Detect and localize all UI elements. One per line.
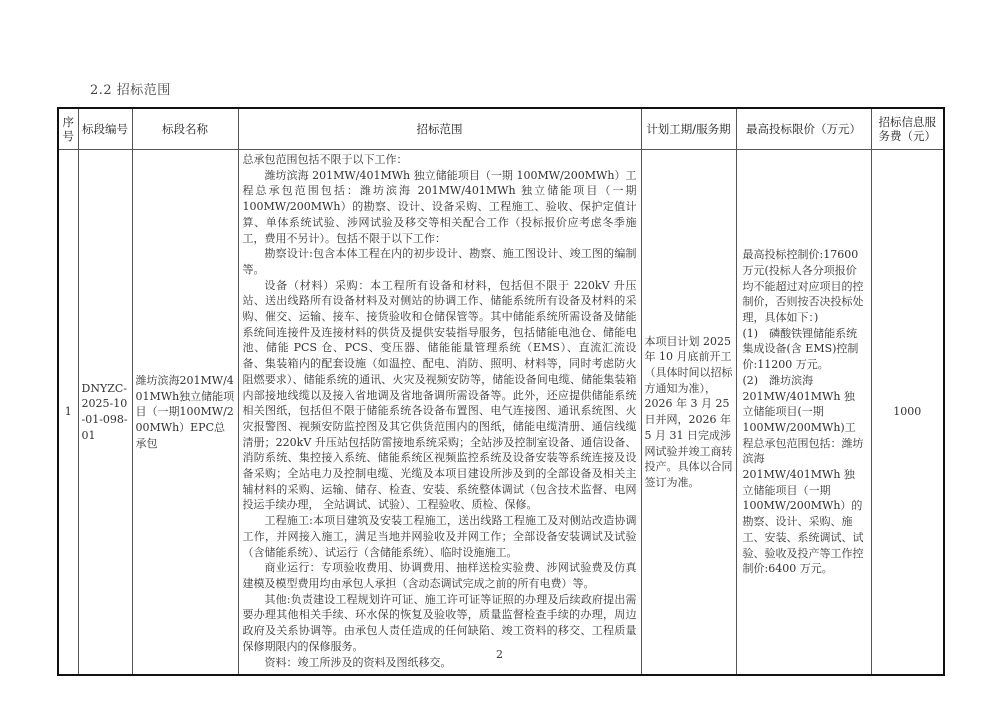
row-scope xyxy=(238,150,641,676)
scope-intro: 总承包范围包括不限于以下工作： xyxy=(242,153,408,166)
row-name: 潍坊滨海201MW/401MWh独立储能项目（一期100MW/200MWh）EPC总承包 xyxy=(132,150,238,676)
header-price: 最高投标限价（万元） xyxy=(736,108,871,150)
page-number: 2 xyxy=(496,648,503,661)
scope-commercial-operation: 商业运行：专项验收费用、协调费用、抽样送检实验费、涉网试验费及仿真建模及模型费用均由承包人承担（含动态调试完成之前的所有电费）等。 xyxy=(242,561,637,590)
price-item-1: (1) 磷酸铁锂储能系统集成设备(含 EMS)控制价:11200 万元。 xyxy=(742,326,859,372)
row-code: DNYZC-2025-10-01-098-01 xyxy=(78,150,132,676)
scope-overall: 潍坊滨海 201MW/401MWh 独立储能项目（一期 100MW/200MWh）工程总承包范围包括：潍坊滨海 201MW/401MWh 独立储能项目（一期 100MW/200MWh）的勘察、设计、设备采购、工程施工、验收、保护定值计算、单体系统试验、涉网试验及移交等相关配合工作（投标报价应考虑冬季施工，费用不另计）。包括不限于以下工作： xyxy=(242,168,637,245)
table-header-row xyxy=(58,108,944,150)
scope-survey-design: 勘察设计:包含本体工程在内的初步设计、勘察、施工图设计、竣工图的编制等。 xyxy=(242,247,637,276)
section-title: 2.2 招标范围 xyxy=(90,83,171,98)
header-code: 标段编号 xyxy=(78,108,132,150)
bid-scope-table xyxy=(57,107,945,676)
scope-other: 其他:负责建设工程规划许可证、施工许可证等证照的办理及后续政府提出需要办理其他相关手续、环水保的恢复及验收等，质量监督检查手续的办理，周边政府及关系协调等。由承包人责任造成的任何缺陷、竣工资料的移交、工程质量保修期限内的保修服务。 xyxy=(242,592,637,653)
table-row xyxy=(58,150,944,676)
header-fee: 招标信息服务费（元） xyxy=(871,108,944,150)
scope-procurement: 设备（材料）采购：本工程所有设备和材料，包括但不限于 220kV 升压站、送出线路所有设备材料及对侧站的协调工作、储能系统所有设备及材料的采购、催交、运输、接车、接货验收和仓储保管等。其中储能系统所需设备及储能系统间连接件及连接材料的供货及提供安装指导服务，包括储能电池仓、储能电池、储能 PCS 仓、PCS、变压器、储能能量管理系统（EMS）、直流汇流设备、集装箱内的配套设施（如温控、配电、消防、照明、材料等，同时考虑防火阻燃要求）、储能系统的通讯、火灾及视频安防等，储能设备间电缆、储能集装箱内部接地线缆以及接入省地调及省地备调所需设备等。此外，还应提供储能系统相关图纸，包括但不限于储能系统各设备布置图、电气连接图、通讯系统图、火灾报警图、视频安防监控图及其它供货范围内的图纸，储能电缆清册、通信线缆清册；220kV 升压站包括防雷接地系统采购；全站涉及控制室设备、通信设备、消防系统、集控接入系统、储能系统区视频监控系统及设备安装等系统连接及设备采购；全站电力及控制电缆、光缆及本项目建设所涉及到的全部设备及相关主辅材料的采购、运输、储存、检查、安装、系统整体调试（包含技术监督、电网投运手续办理， 全站调试、试验）、工程验收、质检、保修。 xyxy=(242,278,637,512)
header-name: 标段名称 xyxy=(132,108,238,150)
header-schedule: 计划工期/服务期 xyxy=(641,108,736,150)
header-index: 序号 xyxy=(58,108,78,150)
scope-documents: 资料：竣工所涉及的资料及图纸移交。 xyxy=(264,655,452,669)
row-index: 1 xyxy=(58,150,78,676)
row-schedule: 本项目计划 2025 年 10 月底前开工（具体时间以招标方通知为准），2026 年 3 月 25 日并网，2026 年 5 月 31 日完成涉网试验并竣工商转投产。具体以合同签订为准。 xyxy=(641,150,736,676)
scope-construction: 工程施工:本项目建筑及安装工程施工，送出线路工程施工及对侧站改造协调工作，并网接入施工，满足当地并网验收及并网工作；全部设备安装调试及试验（含储能系统）、试运行（含储能系统）、临时设施施工。 xyxy=(242,514,637,559)
row-fee: 1000 xyxy=(871,150,944,676)
price-item-2: (2) 潍坊滨海 201MW/401MWh 独立储能项目(一期 100MW/200MWh)工程总承包范围包括：潍坊滨海 201MW/401MWh 独立储能项目（一期 100MW/200MWh）的勘察、设计、采购、施工、安装、系统调试、试验、验收及投产等工作控制价:6400 万元。 xyxy=(742,373,864,576)
row-price xyxy=(736,150,871,676)
price-total: 最高投标控制价:17600 万元(投标人各分项报价均不能超过对应项目的控制价，否则按否决投标处理，具体如下：) xyxy=(742,248,864,325)
header-scope: 招标范围 xyxy=(238,108,641,150)
